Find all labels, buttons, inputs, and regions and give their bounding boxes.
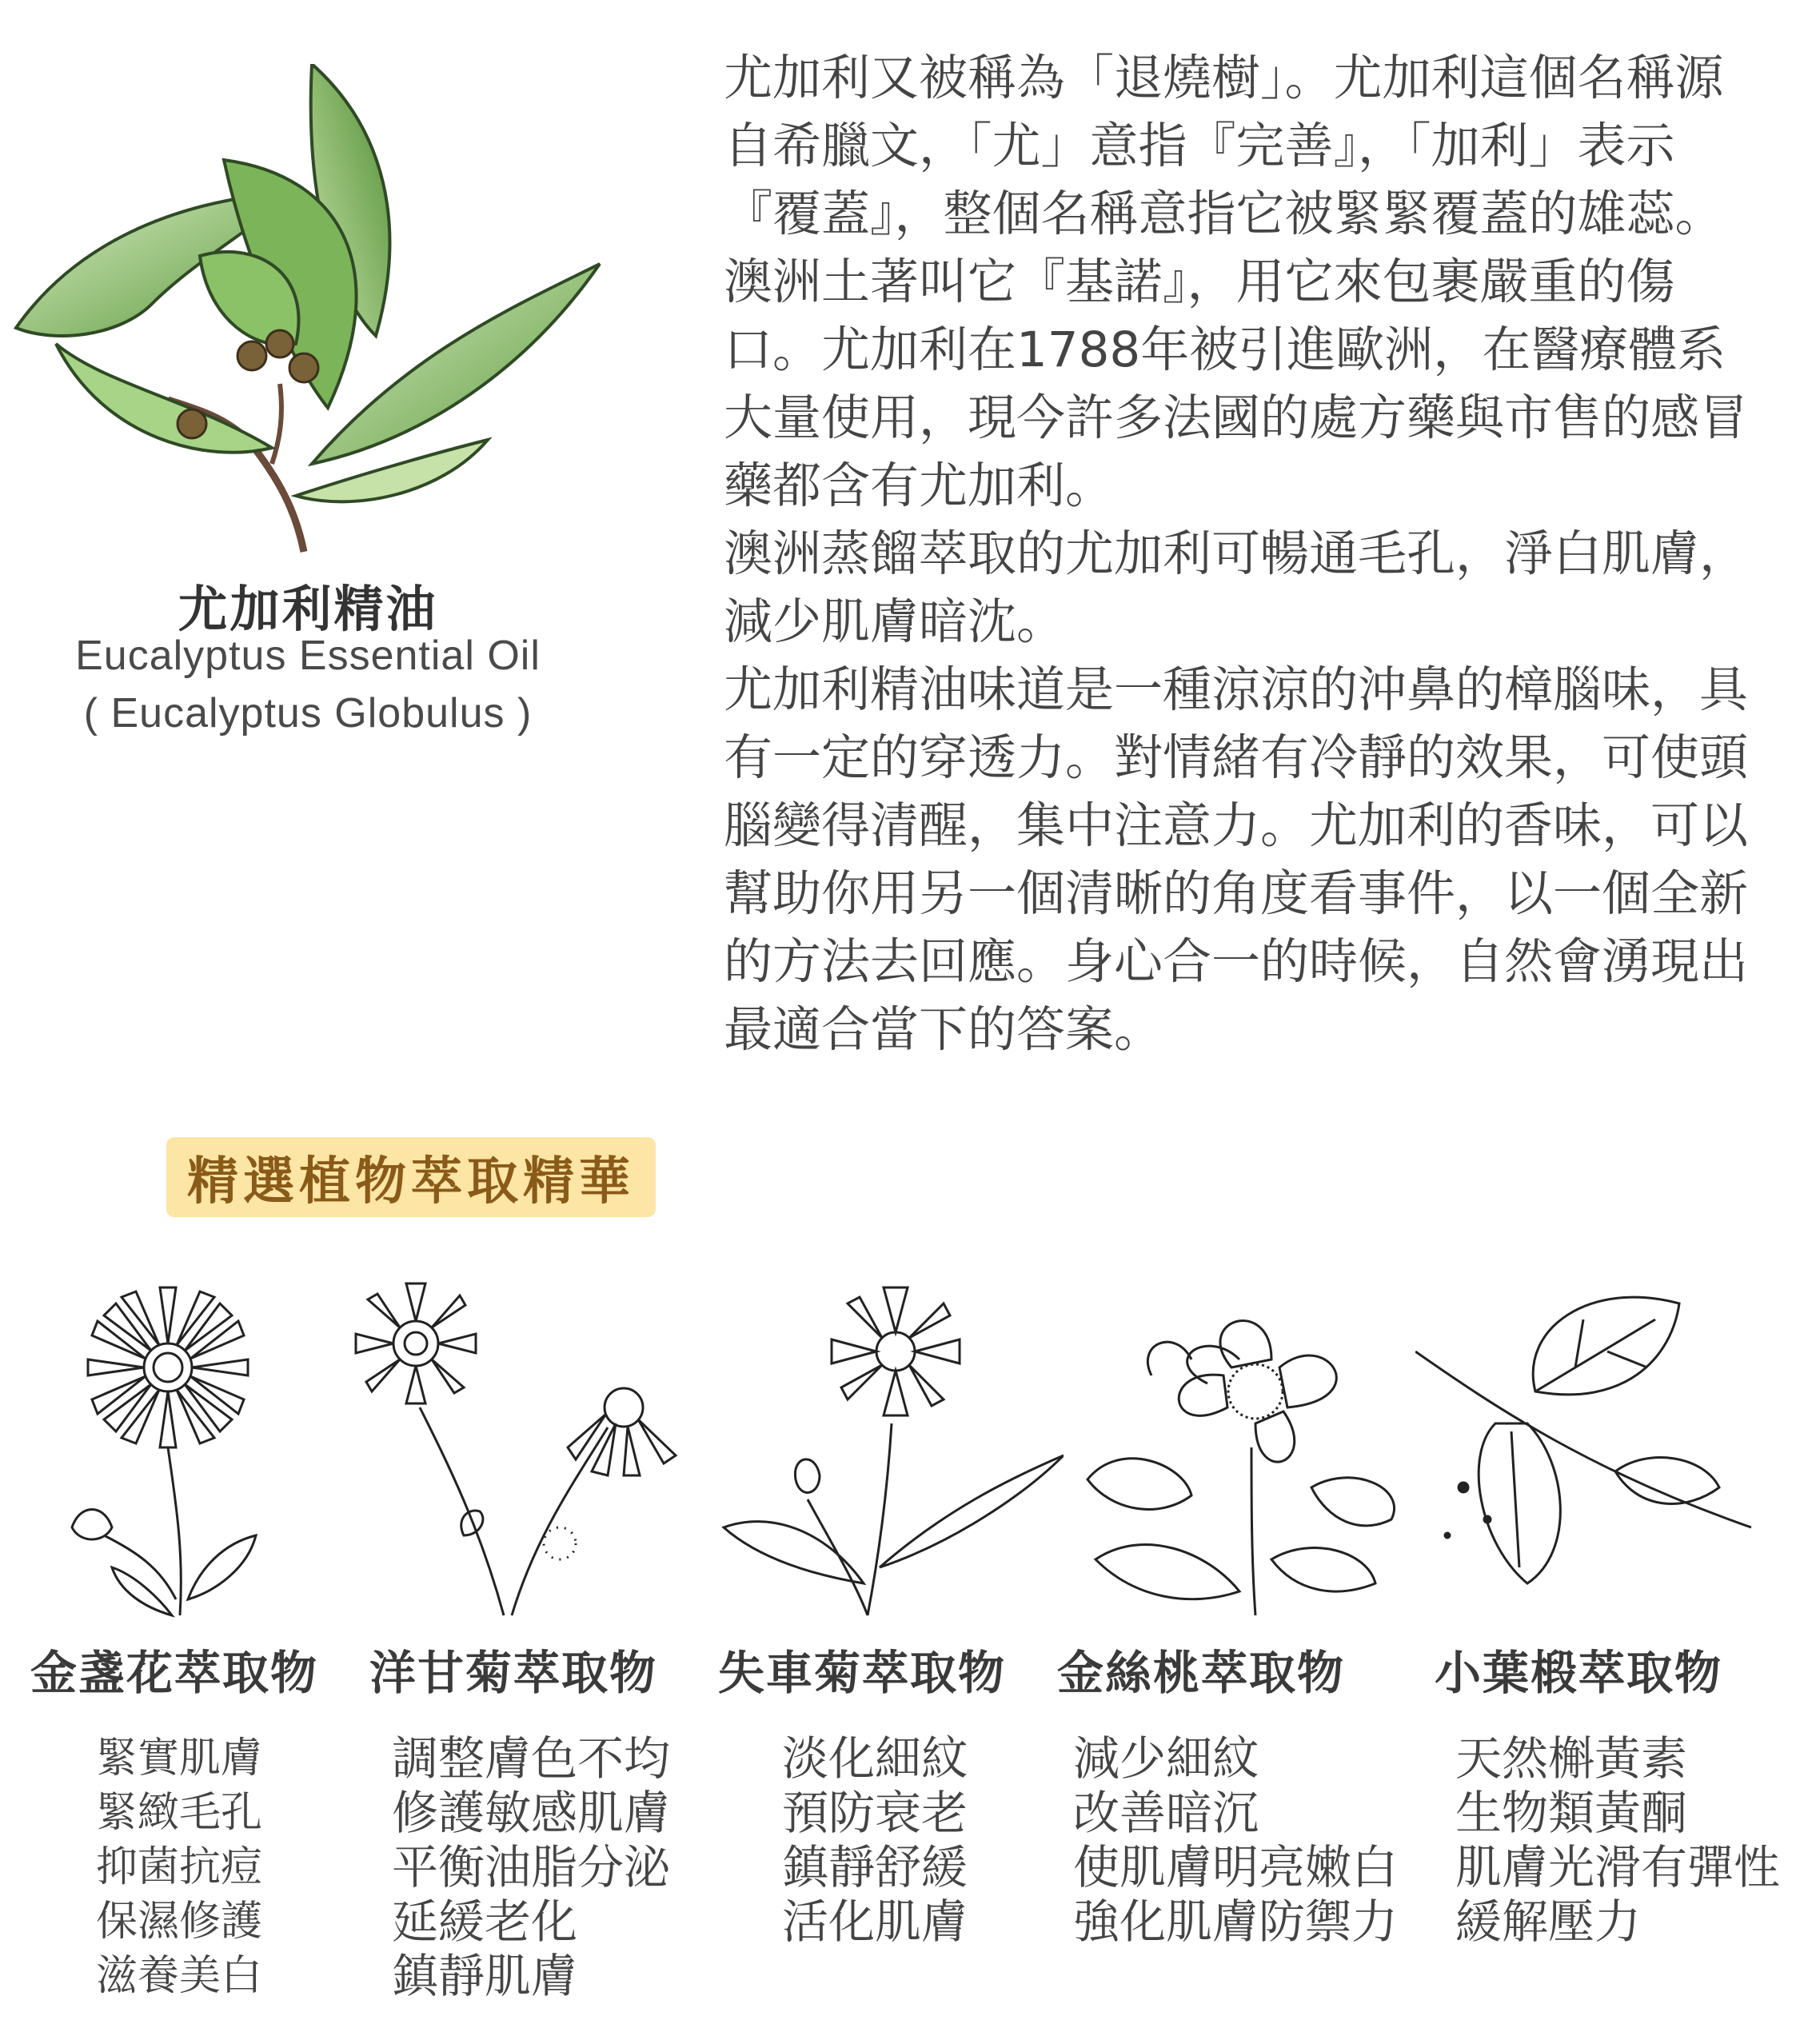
plant-name-cornflower: 失車菊萃取物 <box>718 1646 1007 1700</box>
plant-name-linden: 小葉椴萃取物 <box>1435 1646 1723 1700</box>
benefits-list-hypericum <box>1073 1731 1398 1949</box>
benefit-item: 生物類黃酮 <box>1455 1786 1688 1840</box>
plant-name-marigold: 金盞花萃取物 <box>30 1646 319 1700</box>
benefit-item: 修護敏感肌膚 <box>392 1786 671 1840</box>
benefit-item: 平衡油脂分泌 <box>392 1840 671 1894</box>
benefit-item: 緊緻毛孔 <box>96 1789 263 1837</box>
benefit-item: 滋養美白 <box>96 1952 263 2000</box>
hero-title: 尤加利精油 <box>178 580 438 638</box>
benefits-list-cornflower <box>782 1731 968 1949</box>
benefit-item: 抑菌抗痘 <box>96 1843 263 1891</box>
linden-leaf-icon <box>1415 1279 1759 1623</box>
description-paragraph: 尤加利又被稱為「退燒樹」。尤加利這個名稱源自希臘文，「尤」意指『完善』，「加利」表示『覆蓋』，整個名稱意指它被緊緊覆蓋的雄蕊。澳洲土著叫它『基諾』，用它來包裹嚴重的傷口。尤加利在1788年被引進歐洲，在醫療體系大量使用，現今許多法國的處方藥與市售的感冒藥都含有尤加利。 <box>724 50 1749 514</box>
benefits-list-marigold <box>96 1731 262 2003</box>
hypericum-icon <box>1072 1279 1415 1623</box>
benefits-list-chamomile <box>392 1731 670 2003</box>
cornflower-icon <box>720 1279 1064 1623</box>
english-name: Eucalyptus Essential Oil <box>75 633 541 679</box>
plant-name-hypericum: 金絲桃萃取物 <box>1057 1646 1346 1700</box>
benefit-item: 緩解壓力 <box>1455 1894 1642 1949</box>
benefit-item: 保濕修護 <box>96 1898 263 1946</box>
benefit-item: 使肌膚明亮嫩白 <box>1073 1840 1399 1894</box>
benefit-item: 調整膚色不均 <box>392 1731 671 1786</box>
benefit-item: 天然槲黃素 <box>1455 1731 1688 1786</box>
description-paragraph: 澳洲蒸餾萃取的尤加利可暢通毛孔，淨白肌膚，減少肌膚暗沈。 <box>724 525 1749 650</box>
benefit-item: 改善暗沉 <box>1073 1786 1259 1840</box>
section-badge <box>166 1137 656 1217</box>
plant-name-chamomile: 洋甘菊萃取物 <box>369 1646 658 1700</box>
benefit-item: 預防衰老 <box>782 1786 968 1840</box>
benefit-item: 肌膚光滑有彈性 <box>1455 1840 1781 1894</box>
benefit-item: 鎮靜肌膚 <box>392 1949 578 2003</box>
latin-name: ( Eucalyptus Globulus ) <box>83 690 533 737</box>
eucalyptus-illustration <box>8 64 604 560</box>
description <box>724 44 1755 1064</box>
benefit-item: 強化肌膚防禦力 <box>1073 1894 1399 1949</box>
benefit-item: 鎮靜舒緩 <box>782 1840 968 1894</box>
benefit-item: 延緩老化 <box>392 1894 578 1949</box>
benefit-item: 緊實肌膚 <box>96 1735 263 1783</box>
chamomile-icon <box>352 1279 696 1623</box>
benefits-list-linden <box>1455 1731 1780 1949</box>
section-badge-label: 精選植物萃取精華 <box>187 1152 635 1212</box>
benefit-item: 減少細紋 <box>1073 1731 1259 1786</box>
benefit-item: 淡化細紋 <box>782 1731 968 1786</box>
description-paragraph: 尤加利精油味道是一種涼涼的沖鼻的樟腦味，具有一定的穿透力。對情緒有冷靜的效果，可使頭腦變得清醒，集中注意力。尤加利的香味，可以幫助你用另一個清晰的角度看事件，以一個全新的方法去回應。身心合一的時候，自然會湧現出最適合當下的答案。 <box>724 661 1749 1058</box>
marigold-icon <box>16 1279 360 1623</box>
benefit-item: 活化肌膚 <box>782 1894 968 1949</box>
